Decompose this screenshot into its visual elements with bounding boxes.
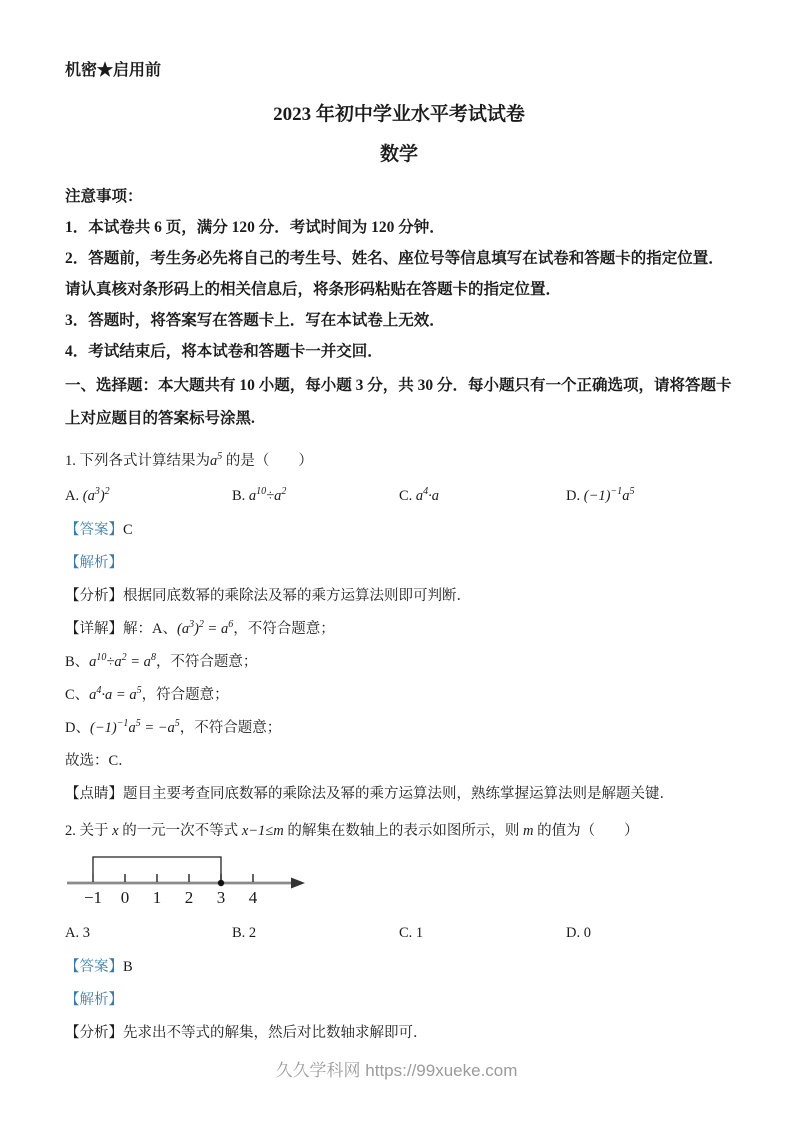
question-2-analysis-heading: 【解析】 — [65, 992, 123, 1008]
question-1-detail-a: 【详解】解：A、$(a^3)^2 = a^6$，不符合题意； — [65, 619, 335, 637]
question-1-option-a: A. $(a^3)^2$ — [65, 486, 110, 504]
question-1-answer: 【答案】C — [65, 522, 133, 538]
exam-subject: 数学 — [379, 144, 418, 165]
question-1-detail-b: B、$a^{10}\div a^2 = a^8$，不符合题意； — [65, 652, 258, 670]
svg-text:4: 4 — [248, 888, 258, 907]
question-2-option-b: B. 2 — [232, 925, 257, 941]
notice-section — [65, 181, 733, 367]
security-classification: 机密★启用前 — [65, 62, 162, 79]
question-1-conclusion: 故选：C． — [65, 753, 133, 769]
question-1-option-d: D. $(-1)^{-1}a^5$ — [566, 486, 635, 504]
question-2-analysis: 【分析】先求出不等式的解集，然后对比数轴求解即可． — [65, 1025, 428, 1041]
question-2-options — [65, 921, 733, 945]
question-2-prompt: 2. 关于 x 的一元一次不等式 x−1≤m 的解集在数轴上的表示如图所示，则 m 的值为（ ） — [65, 823, 639, 839]
question-1-comment: 【点睛】题目主要考查同底数幂的乘除法及幂的乘方运算法则，熟练掌握运算法则是解题关键． — [65, 786, 674, 802]
question-1-analysis: 【分析】根据同底数幂的乘除法及幂的乘方运算法则即可判断． — [65, 588, 471, 604]
exam-title: 2023 年初中学业水平考试试卷 — [273, 104, 525, 125]
section-1-heading: 一、选择题：本大题共有 10 小题，每小题 3 分，共 30 分．每小题只有一个正确选项，请将答题卡上对应题目的答案标号涂黑. — [65, 377, 732, 427]
question-2-option-a: A. 3 — [65, 925, 90, 941]
notice-heading: 注意事项： — [65, 188, 143, 205]
question-1-option-b: B. $a^{10}\div a^2$ — [232, 486, 287, 504]
questions-area — [65, 450, 733, 1044]
svg-text:−1: −1 — [83, 888, 103, 907]
question-2-option-c: C. 1 — [399, 925, 424, 941]
notice-item-3: 3．答题时，将答案写在答题卡上．写在本试卷上无效． — [65, 312, 445, 329]
notice-item-4: 4．考试结束后，将本试卷和答题卡一并交回． — [65, 343, 383, 360]
svg-text:0: 0 — [120, 888, 130, 907]
notice-item-2: 2．答题前，考生务必先将自己的考生号、姓名、座位号等信息填写在试卷和答题卡的指定位置．请认真核对条形码上的相关信息后，将条形码粘贴在答题卡的指定位置． — [65, 250, 724, 298]
question-1-option-c: C. $a^4\cdot a$ — [399, 486, 440, 504]
notice-item-1: 1．本试卷共 6 页，满分 120 分．考试时间为 120 分钟． — [65, 219, 445, 236]
question-1-options — [65, 484, 733, 508]
question-1-detail-d: D、$(-1)^{-1}a^5 = -a^5$，不符合题意； — [65, 718, 282, 736]
svg-text:1: 1 — [152, 888, 162, 907]
svg-text:2: 2 — [184, 888, 194, 907]
question-1-detail-c: C、$a^4\cdot a = a^5$，符合题意； — [65, 685, 229, 703]
question-1-prompt: 1. 下列各式计算结果为$a^5$ 的是（ ） — [65, 451, 313, 469]
question-2-answer: 【答案】B — [65, 959, 133, 975]
number-line-svg — [65, 847, 325, 909]
watermark: 久久学科网 https://99xueke.com — [275, 1061, 518, 1080]
svg-text:3: 3 — [216, 888, 226, 907]
question-2-option-d: D. 0 — [566, 925, 591, 941]
question-1-analysis-heading: 【解析】 — [65, 555, 123, 571]
numberline-figure — [65, 847, 733, 909]
